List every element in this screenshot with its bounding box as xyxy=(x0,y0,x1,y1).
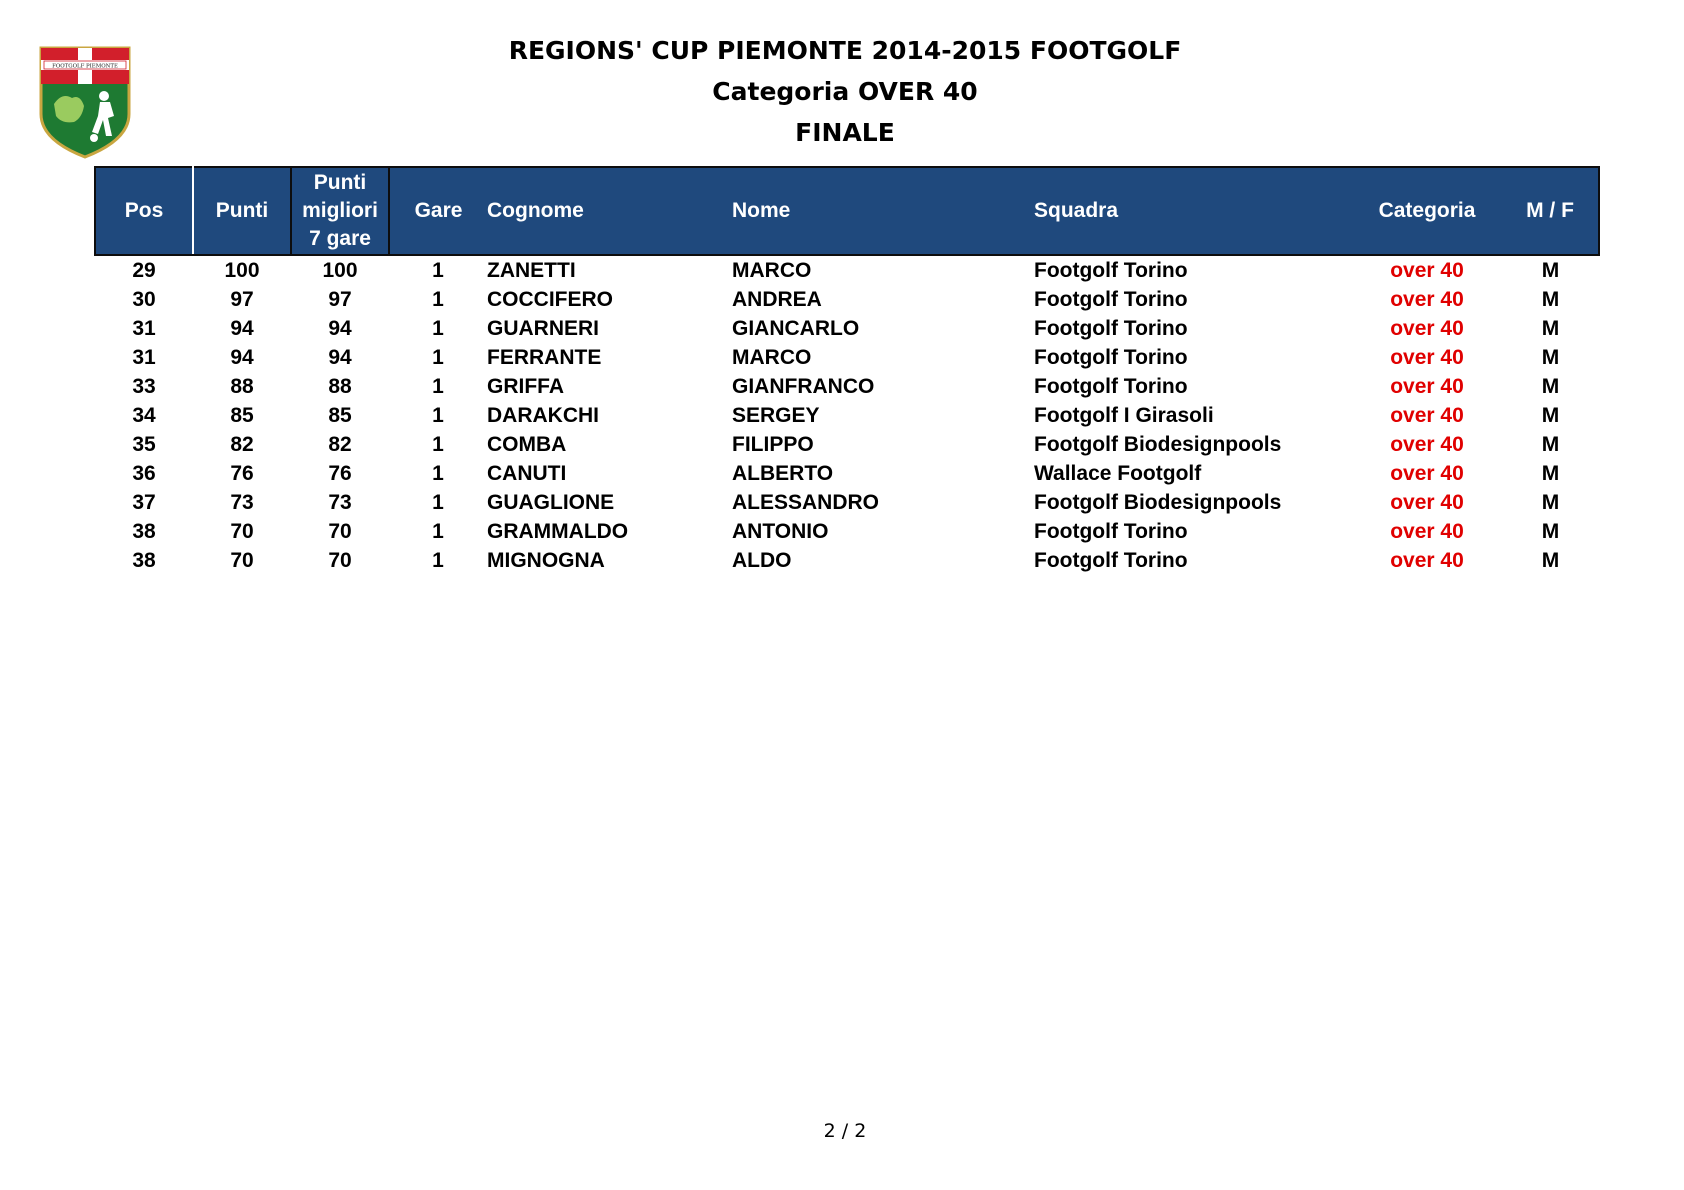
table-row xyxy=(95,401,1599,430)
cell-mf: M xyxy=(1541,317,1560,340)
table-body xyxy=(95,255,1599,575)
cell-cognome: GRAMMALDO xyxy=(487,520,629,543)
cell-punti: 94 xyxy=(230,346,254,369)
results-table xyxy=(94,166,1600,575)
cell-mf: M xyxy=(1541,259,1560,282)
cell-cognome: ZANETTI xyxy=(487,259,576,282)
cell-nome: ANDREA xyxy=(732,288,822,311)
cell-squadra: Footgolf Torino xyxy=(1034,375,1188,398)
cell-nome: SERGEY xyxy=(732,404,820,427)
cell-gare: 1 xyxy=(432,491,444,514)
cell-punti: 88 xyxy=(230,375,254,398)
cell-pos: 34 xyxy=(132,404,156,427)
cell-categoria: over 40 xyxy=(1390,520,1464,543)
stage-title: FINALE xyxy=(795,118,895,147)
cell-punti: 97 xyxy=(230,288,254,311)
cell-cognome: MIGNOGNA xyxy=(487,549,605,572)
cell-mf: M xyxy=(1541,549,1560,572)
table-row xyxy=(95,459,1599,488)
cell-punti-migliori: 94 xyxy=(328,317,352,340)
cell-punti-migliori: 70 xyxy=(328,520,352,543)
cell-nome: MARCO xyxy=(732,346,812,369)
table-row xyxy=(95,430,1599,459)
cell-mf: M xyxy=(1541,433,1560,456)
cell-punti: 76 xyxy=(230,462,254,485)
cell-pos: 35 xyxy=(132,433,156,456)
category-title: Categoria OVER 40 xyxy=(712,77,978,106)
cell-punti-migliori: 85 xyxy=(328,404,352,427)
table-row xyxy=(95,488,1599,517)
cell-categoria: over 40 xyxy=(1390,375,1464,398)
cell-gare: 1 xyxy=(432,288,444,311)
cell-squadra: Footgolf Torino xyxy=(1034,346,1188,369)
cell-squadra: Footgolf I Girasoli xyxy=(1034,404,1214,427)
cell-categoria: over 40 xyxy=(1390,259,1464,282)
table-header xyxy=(95,167,1599,255)
cell-punti: 94 xyxy=(230,317,254,340)
cell-pos: 31 xyxy=(132,346,156,369)
cell-nome: ANTONIO xyxy=(732,520,829,543)
cell-categoria: over 40 xyxy=(1390,288,1464,311)
cell-punti: 70 xyxy=(230,549,254,572)
cell-punti-migliori: 94 xyxy=(328,346,352,369)
cell-punti: 73 xyxy=(230,491,254,514)
cell-punti: 82 xyxy=(230,433,254,456)
cell-gare: 1 xyxy=(432,462,444,485)
column-header-cognome: Cognome xyxy=(487,167,732,255)
table-row xyxy=(95,372,1599,401)
cell-squadra: Footgolf Torino xyxy=(1034,549,1188,572)
table-row xyxy=(95,343,1599,372)
column-header-punti-migliori xyxy=(291,167,389,255)
table-row xyxy=(95,285,1599,314)
page-title: REGIONS' CUP PIEMONTE 2014-2015 FOOTGOLF xyxy=(508,36,1182,65)
cell-punti-migliori: 97 xyxy=(328,288,352,311)
cell-mf: M xyxy=(1541,288,1560,311)
cell-nome: ALDO xyxy=(732,549,792,572)
cell-pos: 37 xyxy=(132,491,156,514)
cell-punti: 85 xyxy=(230,404,254,427)
table-row xyxy=(95,255,1599,285)
cell-categoria: over 40 xyxy=(1390,462,1464,485)
logo-text: FOOTGOLF PIEMONTE xyxy=(52,63,118,70)
column-header-squadra: Squadra xyxy=(1034,167,1352,255)
cell-cognome: FERRANTE xyxy=(487,346,602,369)
cell-squadra: Footgolf Biodesignpools xyxy=(1034,433,1282,456)
cell-gare: 1 xyxy=(432,520,444,543)
cell-pos: 36 xyxy=(132,462,156,485)
cell-pos: 29 xyxy=(132,259,156,282)
cell-squadra: Footgolf Torino xyxy=(1034,259,1188,282)
cell-mf: M xyxy=(1541,375,1560,398)
cell-mf: M xyxy=(1541,491,1560,514)
cell-nome: GIANFRANCO xyxy=(732,375,875,398)
cell-categoria: over 40 xyxy=(1390,317,1464,340)
cell-gare: 1 xyxy=(432,433,444,456)
cell-punti-migliori: 70 xyxy=(328,549,352,572)
cell-punti-migliori: 88 xyxy=(328,375,352,398)
cell-nome: ALBERTO xyxy=(732,462,834,485)
cell-gare: 1 xyxy=(432,317,444,340)
cell-punti: 70 xyxy=(230,520,254,543)
cell-cognome: CANUTI xyxy=(487,462,567,485)
cell-squadra: Footgolf Torino xyxy=(1034,317,1188,340)
cell-nome: ALESSANDRO xyxy=(732,491,880,514)
cell-categoria: over 40 xyxy=(1390,404,1464,427)
cell-mf: M xyxy=(1541,520,1560,543)
cell-cognome: COCCIFERO xyxy=(487,288,613,311)
cell-punti-migliori: 76 xyxy=(328,462,352,485)
column-header-gare: Gare xyxy=(389,167,487,255)
cell-punti-migliori: 100 xyxy=(322,259,358,282)
cell-cognome: GUARNERI xyxy=(487,317,600,340)
cell-cognome: COMBA xyxy=(487,433,567,456)
cell-pos: 33 xyxy=(132,375,156,398)
cell-squadra: Footgolf Biodesignpools xyxy=(1034,491,1282,514)
cell-punti-migliori: 73 xyxy=(328,491,352,514)
cell-gare: 1 xyxy=(432,259,444,282)
column-header-pos: Pos xyxy=(95,167,193,255)
page-number: 2 / 2 xyxy=(823,1120,867,1142)
cell-categoria: over 40 xyxy=(1390,433,1464,456)
cell-gare: 1 xyxy=(432,346,444,369)
column-header-punti-migliori-line3: 7 gare xyxy=(309,227,371,250)
cell-cognome: DARAKCHI xyxy=(487,404,599,427)
cell-punti-migliori: 82 xyxy=(328,433,352,456)
column-header-punti-migliori-line1: Punti xyxy=(313,171,367,194)
column-header-punti-migliori-line2: migliori xyxy=(302,199,378,222)
column-header-punti: Punti xyxy=(193,167,291,255)
cell-pos: 38 xyxy=(132,520,156,543)
cell-mf: M xyxy=(1541,404,1560,427)
cell-squadra: Footgolf Torino xyxy=(1034,520,1188,543)
cell-punti: 100 xyxy=(224,259,260,282)
cell-pos: 30 xyxy=(132,288,156,311)
cell-categoria: over 40 xyxy=(1390,549,1464,572)
cell-mf: M xyxy=(1541,346,1560,369)
cell-gare: 1 xyxy=(432,404,444,427)
table-row xyxy=(95,546,1599,575)
cell-categoria: over 40 xyxy=(1390,491,1464,514)
column-header-categoria: Categoria xyxy=(1352,167,1502,255)
cell-mf: M xyxy=(1541,462,1560,485)
table-row xyxy=(95,314,1599,343)
cell-nome: GIANCARLO xyxy=(732,317,860,340)
cell-gare: 1 xyxy=(432,375,444,398)
document-titles xyxy=(0,30,1684,153)
cell-nome: FILIPPO xyxy=(732,433,814,456)
column-header-nome: Nome xyxy=(732,167,1034,255)
cell-gare: 1 xyxy=(432,549,444,572)
cell-cognome: GRIFFA xyxy=(487,375,564,398)
cell-categoria: over 40 xyxy=(1390,346,1464,369)
column-header-mf: M / F xyxy=(1502,167,1599,255)
table-row xyxy=(95,517,1599,546)
cell-nome: MARCO xyxy=(732,259,812,282)
cell-squadra: Wallace Footgolf xyxy=(1034,462,1202,485)
cell-pos: 31 xyxy=(132,317,156,340)
cell-pos: 38 xyxy=(132,549,156,572)
cell-squadra: Footgolf Torino xyxy=(1034,288,1188,311)
cell-cognome: GUAGLIONE xyxy=(487,491,615,514)
